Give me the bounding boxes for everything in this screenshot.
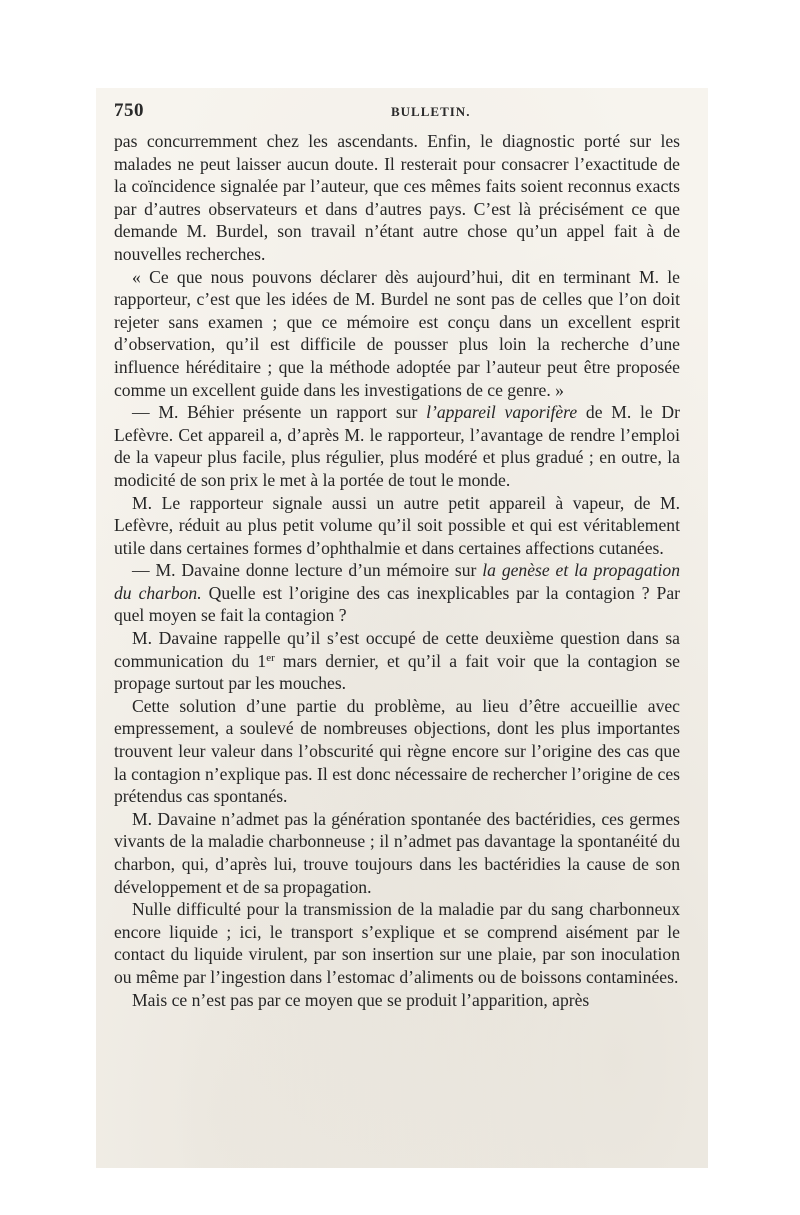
paragraph-3-text-a: — M. Béhier présente un rapport sur bbox=[132, 402, 427, 423]
paragraph-2: « Ce que nous pouvons déclarer dès aujourd’hui, dit en terminant M. le rapporteur, c’est que les idées de M. Burdel ne sont pas de celles que l’on doit rejeter sans examen ; que ce mémoire est conçu dans un excellent esprit d’observation, qu’il est difficile de pousser plus loin la recherche d’une influence héréditaire ; que la méthode adoptée par l’auteur peut être proposée comme un excellent guide dans les investigations de ce genre. » bbox=[114, 266, 680, 400]
body-text bbox=[114, 130, 680, 1011]
paragraph-5-text-b: Quelle est l’origine des cas inexplicables par la contagion ? Par quel moyen se fait la contagion ? bbox=[114, 582, 681, 626]
paragraph-5-italic: la genèse et la propagation du charbon. bbox=[114, 560, 681, 603]
paragraph-5 bbox=[114, 559, 680, 627]
paragraph-8: M. Davaine n’admet pas la génération spontanée des bactéridies, ces germes vivants de la maladie charbonneuse ; il n’admet pas davantage la spontanéité du charbon, qui, d’après lui, trouve toujours dans les bactéridies la cause de son développement et de sa propagation. bbox=[114, 808, 680, 897]
paragraph-6 bbox=[114, 627, 680, 695]
paragraph-1: pas concurremment chez les ascendants. Enfin, le diagnostic porté sur les malades ne peut laisser aucun doute. Il resterait pour consacrer l’exactitude de la coïncidence signalée par l’auteur, que ces mêmes faits soient reconnus exacts par d’autres observateurs et dans d’autres pays. C’est là précisément ce que demande M. Burdel, son travail n’étant autre chose qu’un appel fait à de nouvelles recherches. bbox=[114, 131, 680, 264]
page-number: 750 bbox=[114, 100, 144, 121]
paragraph-6-text-b: mars dernier, et qu’il a fait voir que la contagion se propage surtout par les mouches. bbox=[114, 650, 680, 694]
paragraph-3-italic: l’appareil vaporifère bbox=[426, 402, 578, 423]
paragraph-6-superscript: er bbox=[266, 651, 275, 664]
paragraph-3-text-b: de M. le Dr Lefèvre. Cet appareil a, d’après M. le rapporteur, l’avantage de rendre l’emploi de la vapeur plus facile, plus régulier, plus modéré et plus gradué ; en outre, la modicité de son prix le met à la portée de tout le monde. bbox=[114, 402, 680, 490]
running-head bbox=[114, 100, 670, 128]
paragraph-9: Nulle difficulté pour la transmission de la maladie par du sang charbonneux encore liquide ; ici, le transport s’explique et se comprend aisément par le contact du liquide virulent, par son insertion sur une plaie, par son inoculation ou même par l’ingestion dans l’estomac d’aliments ou de boissons contaminées. bbox=[114, 899, 680, 987]
paragraph-5-text-a: — M. Davaine donne lecture d’un mémoire sur bbox=[132, 560, 483, 581]
paragraph-10: Mais ce n’est pas par ce moyen que se produit l’apparition, après bbox=[132, 989, 590, 1010]
running-title: BULLETIN. bbox=[391, 104, 471, 119]
paragraph-4: M. Le rapporteur signale aussi un autre petit appareil à vapeur, de M. Lefèvre, réduit au plus petit volume qu’il soit possible et qui est véritablement utile dans certaines formes d’ophthalmie et dans certaines affections cutanées. bbox=[114, 492, 680, 558]
paragraph-3 bbox=[114, 401, 680, 491]
paragraph-6-text-a: M. Davaine rappelle qu’il s’est occupé de cette deuxième question dans sa communication du 1 bbox=[114, 628, 680, 671]
paragraph-7: Cette solution d’une partie du problème, au lieu d’être accueillie avec empressement, a soulevé de nombreuses objections, dont les plus importantes trouvent leur valeur dans l’obscurité qui règne encore sur l’origine des cas que la contagion n’explique pas. Il est donc nécessaire de rechercher l’origine de ces prétendus cas spontanés. bbox=[114, 695, 680, 807]
